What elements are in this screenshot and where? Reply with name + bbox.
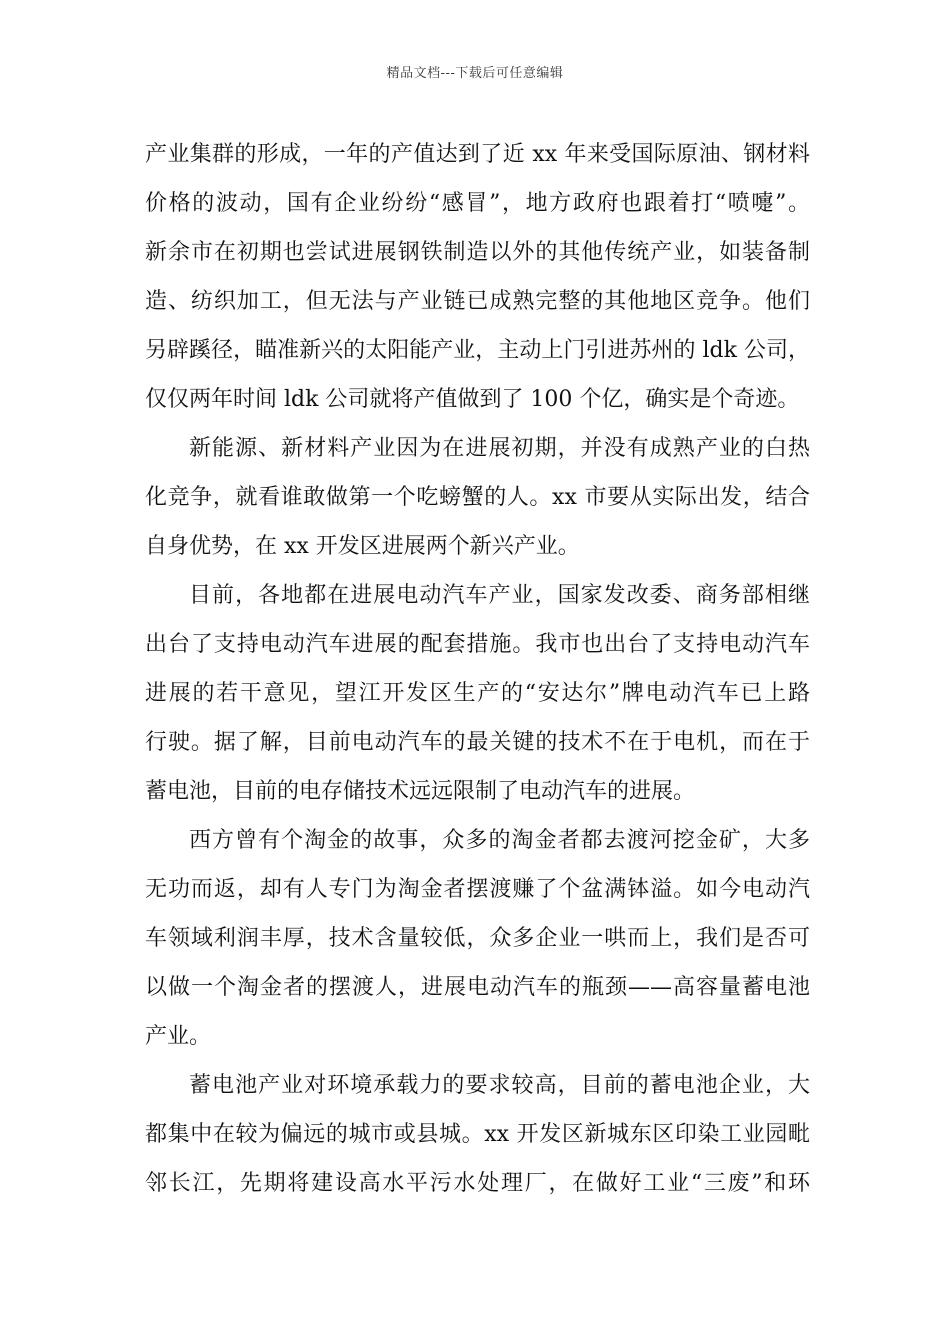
document-body [145,130,810,1208]
text-line: 新余市在初期也尝试进展钢铁制造以外的其他传统产业，如装备制 [145,240,810,265]
paragraph-4 [145,816,810,1061]
text-line: 都集中在较为偏远的城市或县城。xx 开发区新城东区印染工业园毗 [145,1122,810,1147]
text-line: 化竞争，就看谁敢做第一个吃螃蟹的人。xx 市要从实际出发，结合 [145,485,810,510]
paragraph-5 [145,1061,810,1208]
text-line: 价格的波动，国有企业纷纷“感冒”，地方政府也跟着打“喷嚏”。 [145,191,810,216]
text-line: 产业集群的形成，一年的产值达到了近 xx 年来受国际原油、钢材料 [145,142,810,167]
text-line: 蓄电池产业对环境承载力的要求较高，目前的蓄电池企业，大 [189,1073,810,1098]
text-line: 新能源、新材料产业因为在进展初期，并没有成熟产业的白热 [189,436,810,461]
text-line: 西方曾有个淘金的故事，众多的淘金者都去渡河挖金矿，大多 [189,828,810,853]
text-line: 出台了支持电动汽车进展的配套措施。我市也出台了支持电动汽车 [145,632,810,657]
text-line: 目前，各地都在进展电动汽车产业，国家发改委、商务部相继 [189,583,810,608]
text-line: 以做一个淘金者的摆渡人，进展电动汽车的瓶颈——高容量蓄电池 [145,975,810,1000]
paragraph-2 [145,424,810,571]
text-line: 造、纺织加工，但无法与产业链已成熟完整的其他地区竞争。他们 [145,289,810,314]
text-line: 自身优势，在 xx 开发区进展两个新兴产业。 [145,534,580,559]
text-line: 车领域利润丰厚，技术含量较低，众多企业一哄而上，我们是否可 [145,926,810,951]
text-line: 无功而返，却有人专门为淘金者摆渡赚了个盆满钵溢。如今电动汽 [145,877,810,902]
text-line: 行驶。据了解，目前电动汽车的最关键的技术不在于电机，而在于 [145,730,810,755]
text-line: 进展的若干意见，望江开发区生产的“安达尔”牌电动汽车已上路 [145,681,810,706]
paragraph-3 [145,571,810,816]
text-line: 蓄电池，目前的电存储技术远远限制了电动汽车的进展。 [145,779,696,804]
text-line: 产业。 [145,1024,212,1049]
paragraph-1 [145,130,810,424]
text-line: 邻长江，先期将建设高水平污水处理厂，在做好工业“三废”和环 [145,1171,810,1196]
page-header: 精品文档---下载后可任意编辑 [386,66,564,81]
text-line: 另辟蹊径，瞄准新兴的太阳能产业，主动上门引进苏州的 ldk 公司， [145,338,810,363]
text-line: 仅仅两年时间 ldk 公司就将产值做到了 100 个亿，确实是个奇迹。 [145,387,800,412]
